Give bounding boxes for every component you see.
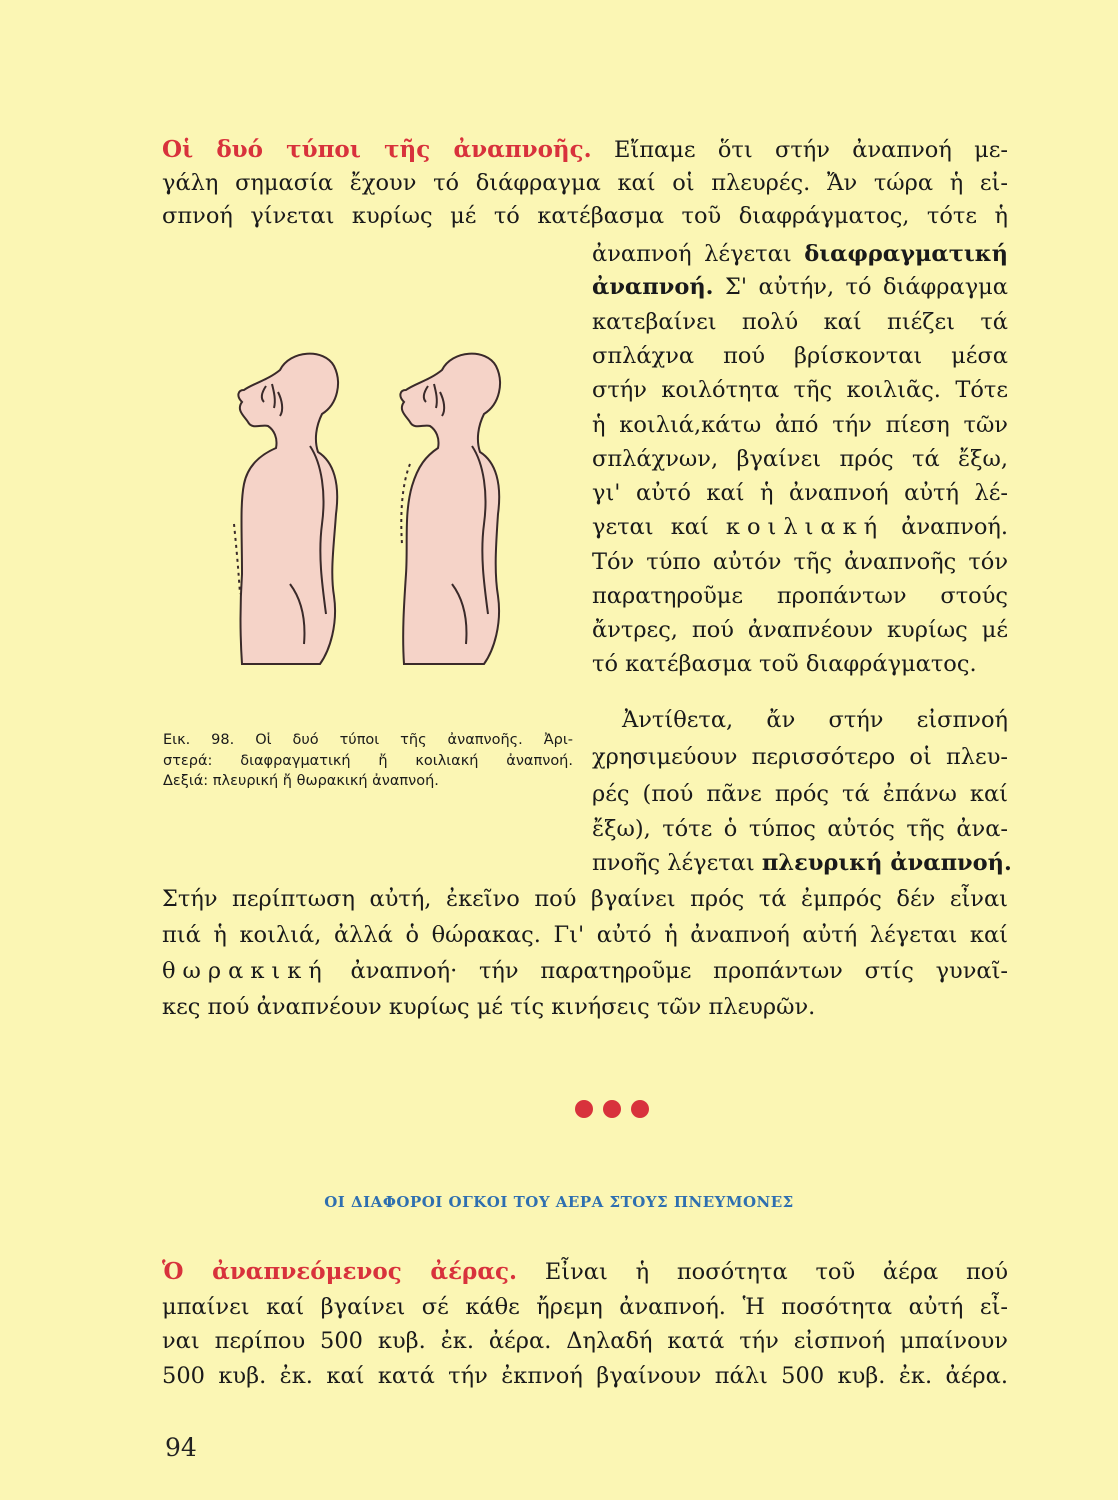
paragraph-line: κες πού ἀναπνέουν κυρίως μέ τίς κινήσεις τῶν πλευρῶν. bbox=[162, 994, 816, 1020]
right-silhouette-thoracic bbox=[400, 354, 500, 664]
paragraph-line: Οἱ δυό τύποι τῆς ἀναπνοῆς. Εἴπαμε ὅτι στήν ἀναπνοή με- bbox=[162, 136, 1009, 163]
term-thoracic: θωρακική bbox=[162, 958, 329, 984]
subheading-breathing-types: Οἱ δυό τύποι τῆς ἀναπνοῆς. bbox=[162, 136, 592, 163]
term-pleural: πλευρική ἀναπνοή. bbox=[761, 850, 1012, 876]
paragraph-line: παρατηροῦμε προπάντων στούς bbox=[592, 583, 1008, 609]
figure-caption: Εικ. 98. Οἱ δυό τύποι τῆς ἀναπνοῆς. Ἀρι- στερά: διαφραγματική ἤ κοιλιακή ἀναπνοή. Δεξιά: πλευρική ἤ θωρακική ἀναπνοή. bbox=[163, 732, 573, 789]
breathing-types-figure bbox=[222, 334, 522, 694]
paragraph-line: Τόν τύπο αὐτόν τῆς ἀναπνοῆς τόν bbox=[592, 549, 1008, 575]
paragraph-line: σπνοή γίνεται κυρίως μέ τό κατέβασμα τοῦ διαφράγματος, τότε ἡ bbox=[162, 203, 1008, 229]
subheading-tidal-air: Ὁ ἀναπνεόμενος ἀέρας. bbox=[162, 1258, 518, 1285]
paragraph-line: 500 κυβ. ἐκ. καί κατά τήν ἐκπνοή βγαίνουν πάλι 500 κυβ. ἐκ. ἀέρα. bbox=[162, 1363, 1008, 1389]
section-title: ΟΙ ΔΙΑΦΟΡΟΙ ΟΓΚΟΙ ΤΟΥ ΑΕΡΑ ΣΤΟΥΣ ΠΝΕΥΜΟΝΕΣ bbox=[324, 1193, 794, 1211]
paragraph-line: κατεβαίνει πολύ καί πιέζει τά bbox=[592, 309, 1008, 335]
paragraph-line: ρές (πού πᾶνε πρός τά ἐπάνω καί bbox=[592, 781, 1008, 807]
paragraph-line: σπλάχνα πού βρίσκονται μέσα bbox=[592, 343, 1008, 369]
paragraph-line: μπαίνει καί βγαίνει σέ κάθε ἤρεμη ἀναπνοή. Ἡ ποσότητα αὐτή εἶ- bbox=[162, 1294, 1008, 1320]
term-abdominal: κοιλιακή bbox=[725, 514, 885, 540]
paragraph-line: θωρακική ἀναπνοή· τήν παρατηροῦμε προπάντων στίς γυναῖ- bbox=[162, 958, 1009, 984]
paragraph-line: ἀναπνοή. Σ' αὐτήν, τό διάφραγμα bbox=[592, 274, 1008, 300]
section-divider-dots bbox=[574, 1097, 654, 1121]
paragraph-line: ἡ κοιλιά,κάτω ἀπό τήν πίεση τῶν bbox=[592, 412, 1008, 438]
paragraph-line: γι' αὐτό καί ἡ ἀναπνοή αὐτή λέ- bbox=[592, 480, 1008, 506]
left-silhouette-abdominal bbox=[234, 354, 338, 664]
paragraph-line: στήν κοιλότητα τῆς κοιλιᾶς. Τότε bbox=[592, 377, 1008, 403]
paragraph-line: ἔξω), τότε ὁ τύπος αὐτός τῆς ἀνα- bbox=[592, 816, 1008, 842]
paragraph-line: σπλάχνων, βγαίνει πρός τά ἔξω, bbox=[592, 446, 1008, 472]
paragraph-line: ναι περίπου 500 κυβ. ἐκ. ἀέρα. Δηλαδή κατά τήν εἰσπνοή μπαίνουν bbox=[162, 1328, 1008, 1354]
paragraph-line: πιά ἡ κοιλιά, ἀλλά ὁ θώρακας. Γι' αὐτό ἡ ἀναπνοή αὐτή λέγεται καί bbox=[162, 922, 1008, 948]
paragraph-line: Ὁ ἀναπνεόμενος ἀέρας. Εἶναι ἡ ποσότητα τοῦ ἀέρα πού bbox=[162, 1258, 1009, 1285]
paragraph-line: τό κατέβασμα τοῦ διαφράγματος. bbox=[592, 651, 977, 677]
paragraph-line: ἀναπνοή λέγεται διαφραγματική bbox=[592, 241, 1008, 267]
paragraph-line: Στήν περίπτωση αὐτή, ἐκεῖνο πού βγαίνει πρός τά ἐμπρός δέν εἶναι bbox=[162, 886, 1008, 912]
term-diaphragmatic: διαφραγματική bbox=[804, 241, 1008, 267]
paragraph-line: Ἀντίθετα, ἄν στήν εἰσπνοή bbox=[622, 707, 1008, 733]
paragraph-line: ἄντρες, πού ἀναπνέουν κυρίως μέ bbox=[592, 617, 1008, 643]
paragraph-line: χρησιμεύουν περισσότερο οἱ πλευ- bbox=[592, 744, 1008, 770]
paragraph-line: πνοῆς λέγεται πλευρική ἀναπνοή. bbox=[592, 850, 1012, 876]
paragraph-line: γάλη σημασία ἔχουν τό διάφραγμα καί οἱ πλευρές. Ἄν τώρα ἡ εἰ- bbox=[162, 170, 1008, 196]
paragraph-line: γεται καί κοιλιακή ἀναπνοή. bbox=[592, 514, 1008, 540]
page-number: 94 bbox=[165, 1433, 197, 1462]
